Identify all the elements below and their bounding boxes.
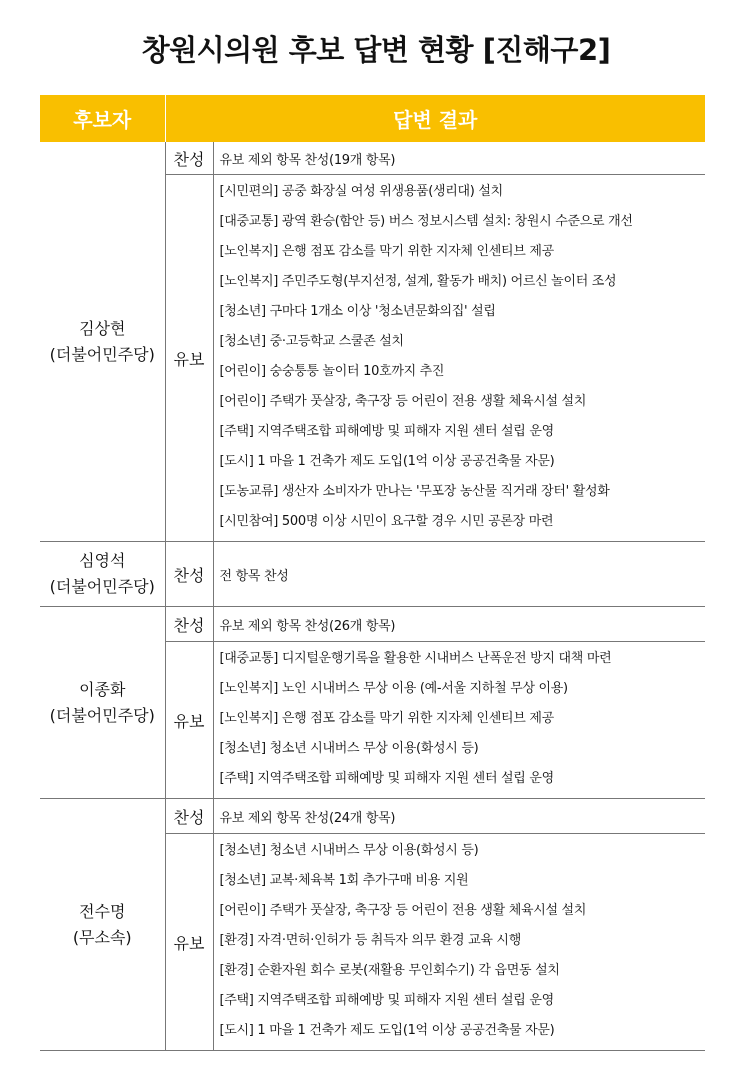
candidate-cell bbox=[40, 542, 165, 607]
reserve-label: 유보 bbox=[165, 175, 213, 542]
list-item: [주택] 지역주택조합 피해예방 및 피해자 지원 센터 설립 운영 bbox=[219, 424, 554, 439]
candidate-cell bbox=[40, 142, 165, 542]
list-item: [노인복지] 노인 시내버스 무상 이용 (예-서울 지하철 무상 이용) bbox=[219, 681, 568, 696]
reserve-label: 유보 bbox=[165, 642, 213, 799]
list-item: [어린이] 주택가 풋살장, 축구장 등 어린이 전용 생활 체육시설 설치 bbox=[219, 903, 587, 918]
list-item: [청소년] 중·고등학교 스쿨존 설치 bbox=[219, 334, 404, 349]
agree-text: 전 항목 찬성 bbox=[213, 542, 705, 607]
candidate-party: (더불어민주당) bbox=[49, 344, 155, 364]
list-item: [시민참여] 500명 이상 시민이 요구할 경우 시민 공론장 마련 bbox=[219, 514, 554, 529]
reserve-list bbox=[213, 834, 705, 1051]
header-result: 답변 결과 bbox=[165, 95, 705, 142]
table-row bbox=[40, 142, 705, 175]
candidate-party: (더불어민주당) bbox=[49, 577, 155, 596]
table-header-row bbox=[40, 95, 705, 142]
header-candidate: 후보자 bbox=[40, 95, 165, 142]
agree-label: 찬성 bbox=[165, 607, 213, 642]
list-item: [대중교통] 디지털운행기록을 활용한 시내버스 난폭운전 방지 대책 마련 bbox=[219, 651, 612, 666]
list-item: [주택] 지역주택조합 피해예방 및 피해자 지원 센터 설립 운영 bbox=[219, 993, 554, 1008]
candidate-party: (무소속) bbox=[72, 927, 132, 947]
agree-label: 찬성 bbox=[165, 542, 213, 607]
results-table bbox=[40, 95, 705, 1051]
list-item: [어린이] 주택가 풋살장, 축구장 등 어린이 전용 생활 체육시설 설치 bbox=[219, 394, 587, 409]
reserve-list bbox=[213, 642, 705, 799]
reserve-label: 유보 bbox=[165, 834, 213, 1051]
list-item: [환경] 자격·면허·인허가 등 취득자 의무 환경 교육 시행 bbox=[219, 933, 521, 948]
candidate-name: 심영석 bbox=[79, 551, 126, 570]
candidate-name: 이종화 bbox=[79, 679, 126, 699]
agree-text: 유보 제외 항목 찬성(26개 항목) bbox=[213, 607, 705, 642]
table-row bbox=[40, 607, 705, 642]
list-item: [시민편의] 공중 화장실 여성 위생용품(생리대) 설치 bbox=[219, 184, 503, 199]
reserve-list bbox=[213, 175, 705, 542]
candidate-name: 김상현 bbox=[79, 318, 126, 338]
list-item: [환경] 순환자원 회수 로봇(재활용 무인회수기) 각 읍면동 설치 bbox=[219, 963, 560, 978]
list-item: [도시] 1 마을 1 건축가 제도 도입(1억 이상 공공건축물 자문) bbox=[219, 1023, 555, 1038]
list-item: [청소년] 교복·체육복 1회 추가구매 비용 지원 bbox=[219, 873, 469, 888]
list-item: [노인복지] 주민주도형(부지선정, 설계, 활동가 배치) 어르신 놀이터 조성 bbox=[219, 274, 617, 289]
agree-text: 유보 제외 항목 찬성(19개 항목) bbox=[213, 142, 705, 175]
candidate-name: 전수명 bbox=[79, 901, 126, 921]
table-row bbox=[40, 799, 705, 834]
agree-text: 유보 제외 항목 찬성(24개 항목) bbox=[213, 799, 705, 834]
list-item: [대중교통] 광역 환승(함안 등) 버스 정보시스템 설치: 창원시 수준으로 개선 bbox=[219, 214, 633, 229]
table-row bbox=[40, 542, 705, 607]
agree-label: 찬성 bbox=[165, 142, 213, 175]
agree-label: 찬성 bbox=[165, 799, 213, 834]
list-item: [노인복지] 은행 점포 감소를 막기 위한 지자체 인센티브 제공 bbox=[219, 244, 554, 259]
candidate-party: (더불어민주당) bbox=[49, 705, 155, 725]
list-item: [노인복지] 은행 점포 감소를 막기 위한 지자체 인센티브 제공 bbox=[219, 711, 554, 726]
list-item: [청소년] 청소년 시내버스 무상 이용(화성시 등) bbox=[219, 741, 479, 756]
list-item: [주택] 지역주택조합 피해예방 및 피해자 지원 센터 설립 운영 bbox=[219, 771, 554, 786]
page-title: 창원시의원 후보 답변 현황 [진해구2] bbox=[141, 33, 611, 67]
list-item: [청소년] 구마다 1개소 이상 '청소년문화의집' 설립 bbox=[219, 304, 496, 319]
list-item: [청소년] 청소년 시내버스 무상 이용(화성시 등) bbox=[219, 843, 479, 858]
candidate-cell bbox=[40, 607, 165, 799]
list-item: [도시] 1 마을 1 건축가 제도 도입(1억 이상 공공건축물 자문) bbox=[219, 454, 555, 469]
list-item: [도농교류] 생산자 소비자가 만나는 '무포장 농산물 직거래 장터' 활성화 bbox=[219, 484, 610, 499]
list-item: [어린이] 숭숭퉁퉁 놀이터 10호까지 추진 bbox=[219, 364, 445, 379]
candidate-cell bbox=[40, 799, 165, 1051]
